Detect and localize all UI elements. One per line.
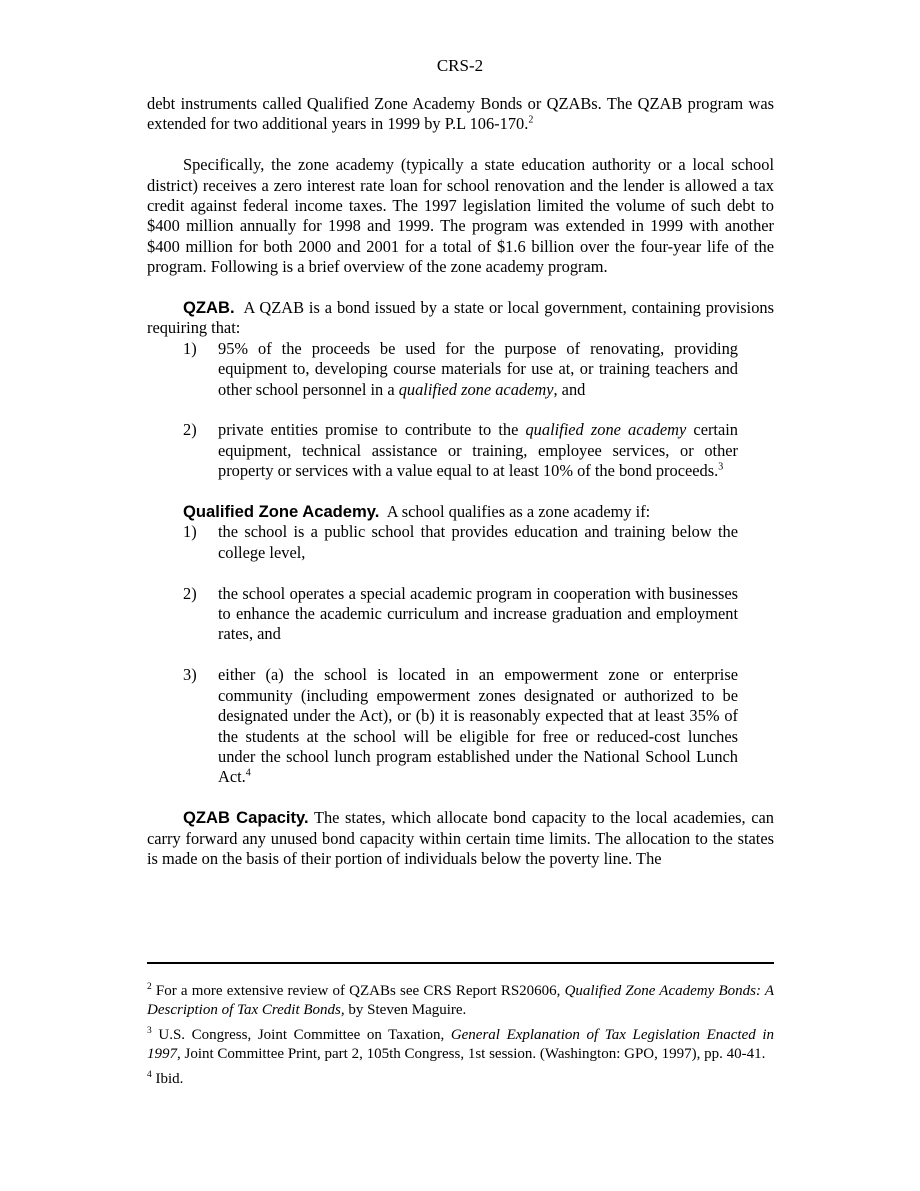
footnote-divider: [147, 962, 774, 964]
specifically-paragraph: Specifically, the zone academy (typically a state education authority or a local school district) receives a zero interest rate loan for school renovation and the lender is allowed a tax credit against federal income taxes. The 1997 legislation limited the volume of such debt to $400 million annually for 1998 and 1999. The program was extended in 1999 with another $400 million for both 2000 and 2001 for a total of $1.6 billion over the four-year life of the program. Following is a brief overview of the zone academy program.: [147, 155, 774, 277]
footnote-number: 3: [147, 1026, 152, 1037]
footnote-ref-4: 4: [245, 767, 251, 779]
list-item-text: the school operates a special academic program in cooperation with businesses to enhance the academic curriculum and increase graduation and employment rates, and: [218, 583, 738, 644]
footnote-citation-title: Qualified Zone Academy Bonds: A Description of Tax Credit Bonds: [147, 983, 774, 1018]
footnote-text-end: , by Steven Maguire.: [340, 1001, 467, 1018]
list-item-text: private entities promise to contribute to the: [218, 420, 526, 440]
footnotes: [147, 982, 774, 1089]
list-item: [147, 522, 774, 563]
list-item-emphasis: qualified zone academy: [398, 379, 554, 399]
list-item-text-end: certain equipment, technical assistance or training, employee services, or other property or services with a value equal to at least 10% of the bond proceeds.: [218, 420, 739, 481]
list-item-text: 95% of the proceeds be used for the purpose of renovating, providing equipment to, developing course materials for use at, or training teachers and other school personnel in a: [218, 338, 738, 399]
list-item-number: 2): [183, 583, 197, 603]
capacity-heading: QZAB Capacity.: [183, 808, 309, 828]
list-item: [147, 339, 774, 400]
footnote-citation-title: General Explanation of Tax Legislation Enacted in 1997: [147, 1027, 775, 1062]
qzab-section-intro: [147, 298, 774, 339]
qzab-intro-text: A QZAB is a bond issued by a state or local government, containing provisions requiring that:: [147, 298, 774, 338]
list-item-text: the school is a public school that provides education and training below the college level,: [218, 522, 738, 562]
list-item: [147, 420, 774, 481]
academy-intro-text: A school qualifies as a zone academy if:: [386, 502, 651, 522]
footnote-number: 2: [147, 982, 152, 992]
page-header: [0, 56, 920, 76]
intro-paragraph: [147, 94, 774, 135]
footnote-ref-3: 3: [718, 461, 724, 473]
page-label: CRS-2: [436, 56, 484, 75]
capacity-text: The states, which allocate bond capacity to the local academies, can carry forward any unused bond capacity within certain time limits. The allocation to the states is made on the basis of their portion of individuals below the poverty line. The: [147, 808, 774, 868]
capacity-paragraph: [147, 808, 774, 869]
footnote-text: Ibid.: [155, 1071, 184, 1088]
academy-criteria-list: [147, 522, 774, 787]
academy-section-intro: [147, 502, 774, 522]
footnote-number: 4: [147, 1070, 152, 1081]
footnote-ref-2: 2: [528, 114, 534, 126]
list-item-number: 1): [183, 338, 197, 358]
list-item-emphasis: qualified zone academy: [525, 420, 687, 440]
footnote: [147, 982, 774, 1019]
list-item-number: 2): [183, 420, 197, 440]
document-body: [147, 94, 774, 869]
qzab-heading: QZAB.: [183, 298, 235, 318]
list-item-text-end: , and: [553, 379, 586, 399]
footnote-text-end: , Joint Committee Print, part 2, 105th Congress, 1st session. (Washington: GPO, 1997), pp. 40-41.: [177, 1045, 766, 1062]
list-item-text: either (a) the school is located in an empowerment zone or enterprise community (including empowerment zones designated or authorized to be designated under the Act), or (b) it is reasonably expected that at least 35% of the students at the school will be eligible for free or reduced-cost lunches under the school lunch program established under the National School Lunch Act.: [218, 665, 738, 787]
list-item: [147, 584, 774, 645]
footnote-text: U.S. Congress, Joint Committee on Taxation,: [158, 1027, 451, 1044]
footnote-text: For a more extensive review of QZABs see CRS Report RS20606,: [155, 983, 565, 999]
footnote: [147, 1070, 774, 1089]
academy-heading: Qualified Zone Academy.: [183, 502, 380, 522]
qzab-requirements-list: [147, 339, 774, 482]
intro-text: debt instruments called Qualified Zone Academy Bonds or QZABs. The QZAB program was extended for two additional years in 1999 by P.L 106-170.: [147, 94, 774, 134]
footnote: [147, 1026, 774, 1063]
list-item-number: 1): [183, 522, 197, 542]
list-item: [147, 665, 774, 787]
list-item-number: 3): [183, 665, 197, 685]
